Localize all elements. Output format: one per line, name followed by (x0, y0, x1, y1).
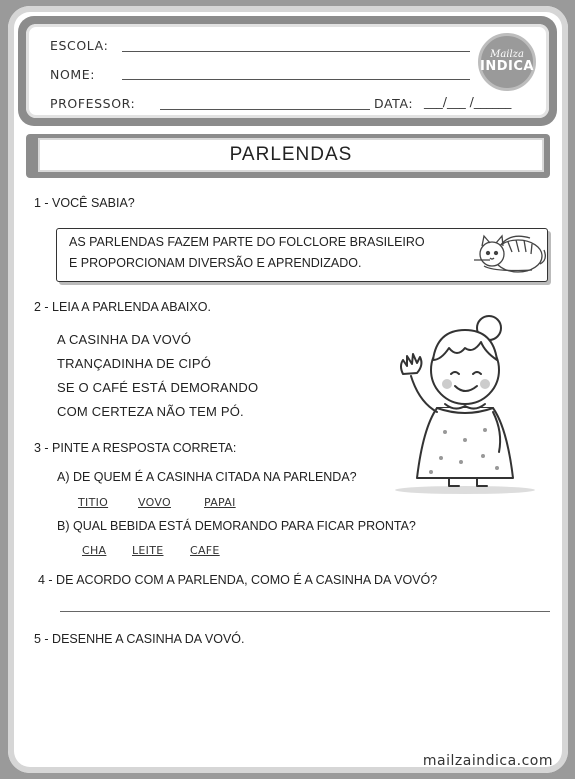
page-title: PARLENDAS (38, 138, 544, 172)
nome-field[interactable] (122, 79, 470, 80)
question-4-label: 4 - DE ACORDO COM A PARLENDA, COMO É A CASINHA DA VOVÓ? (38, 573, 438, 587)
data-label: DATA: (374, 96, 414, 111)
nome-label: NOME: (50, 67, 96, 82)
poem-line-2: TRANÇADINHA DE CIPÓ (57, 356, 212, 371)
cat-icon (470, 224, 548, 278)
question-3a: A) DE QUEM É A CASINHA CITADA NA PARLENDA? (57, 470, 357, 484)
question-2-label: 2 - LEIA A PARLENDA ABAIXO. (34, 300, 211, 314)
poem-line-3: SE O CAFÉ ESTÁ DEMORANDO (57, 380, 259, 395)
question-3b: B) QUAL BEBIDA ESTÁ DEMORANDO PARA FICAR PRONTA? (57, 519, 416, 533)
info-line-1: AS PARLENDAS FAZEM PARTE DO FOLCLORE BRASILEIRO (69, 235, 425, 249)
logo-text-2: INDICA (480, 59, 534, 74)
poem-line-1: A CASINHA DA VOVÓ (57, 332, 192, 347)
question-1-label: 1 - VOCÊ SABIA? (34, 196, 135, 210)
answer-line[interactable] (60, 611, 550, 612)
professor-label: PROFESSOR: (50, 96, 136, 111)
escola-field[interactable] (122, 51, 470, 52)
poem-line-4: COM CERTEZA NÃO TEM PÓ. (57, 404, 244, 419)
option-cafe[interactable]: CAFE (190, 544, 220, 557)
mailza-indica-logo (478, 33, 536, 91)
date-field[interactable]: ___/___ /______ (424, 94, 512, 109)
option-vovo[interactable]: VOVO (138, 496, 171, 509)
option-papai[interactable]: PAPAI (204, 496, 236, 509)
question-3-label: 3 - PINTE A RESPOSTA CORRETA: (34, 441, 237, 455)
footer-website: mailzaindica.com (422, 753, 553, 769)
escola-label: ESCOLA: (50, 38, 109, 53)
info-line-2: E PROPORCIONAM DIVERSÃO E APRENDIZADO. (69, 256, 362, 270)
professor-field[interactable] (160, 109, 370, 110)
option-titio[interactable]: TITIO (78, 496, 109, 509)
logo-text-1: Mailza (490, 49, 524, 60)
grandma-illustration (385, 312, 545, 497)
option-cha[interactable]: CHA (82, 544, 107, 557)
question-5-label: 5 - DESENHE A CASINHA DA VOVÓ. (34, 632, 245, 646)
option-leite[interactable]: LEITE (132, 544, 164, 557)
